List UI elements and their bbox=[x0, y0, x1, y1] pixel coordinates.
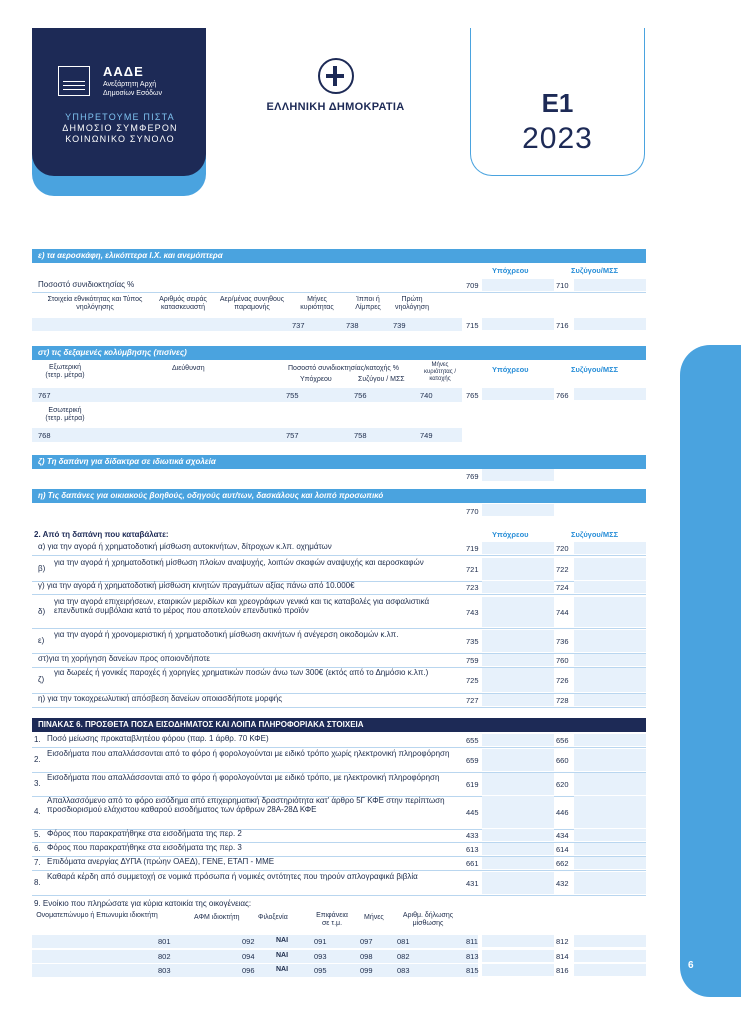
field-813[interactable] bbox=[482, 950, 554, 962]
field-716[interactable] bbox=[574, 318, 646, 330]
field-720[interactable] bbox=[574, 542, 646, 554]
field-709[interactable] bbox=[482, 279, 554, 291]
hosting-yes: ΝΑΙ bbox=[276, 952, 289, 959]
row-number: 5. bbox=[34, 830, 41, 839]
code-738: 738 bbox=[346, 321, 359, 330]
code-768: 768 bbox=[38, 431, 51, 440]
col-hp: Ίπποι ή Λίμπρες bbox=[355, 296, 381, 312]
code-655: 655 bbox=[466, 736, 479, 745]
field-744[interactable] bbox=[574, 597, 646, 627]
section-2-title: 2. Από τη δαπάνη που καταβάλατε: bbox=[34, 530, 169, 539]
pool-share-label: Ποσοστό συνιδιοκτησίας/κατοχής % bbox=[288, 365, 399, 372]
sec2-row-label: για την αγορά επιχειρήσεων, εταιρικών μεριδίων και χρεογράφων γενικά και τις καταβολές για ασφαλιστικά επενδυτικά συμβόλαια κατά το μέρος που αποτελούν επενδυτικό προϊόν bbox=[54, 597, 430, 616]
sec2-row-label: η) για την τοκοχρεωλυτική απόσβεση δανείων οποιασδήποτε μορφής bbox=[38, 694, 283, 703]
taxpayer-header: Υπόχρεου bbox=[492, 530, 529, 539]
code-724: 724 bbox=[556, 583, 569, 592]
field-659[interactable] bbox=[482, 749, 554, 771]
row-divider bbox=[32, 555, 646, 556]
col-owner-afm: ΑΦΜ ιδιοκτήτη bbox=[194, 914, 240, 921]
code-720: 720 bbox=[556, 544, 569, 553]
field-765[interactable] bbox=[482, 388, 554, 400]
sec2-row-label: για την αγορά ή χρηματοδοτική μίσθωση πλοίων αναψυχής, λοιπών σκαφών αναψυχής και αεροσκαφών bbox=[54, 558, 424, 567]
col-serial: Αριθμός σειράς κατασκευαστή bbox=[159, 296, 207, 312]
page-number: 6 bbox=[688, 960, 694, 971]
code-096: 096 bbox=[242, 966, 255, 975]
field-759[interactable] bbox=[482, 654, 554, 666]
pool-sub-spouse: Συζύγου / ΜΣΣ bbox=[358, 376, 405, 383]
side-tab bbox=[680, 345, 741, 997]
sec2-row-label: στ)για τη χορήγηση δανείων προς οποιονδήποτε bbox=[38, 654, 210, 663]
col-months: Μήνες bbox=[364, 914, 384, 921]
code-710: 710 bbox=[556, 281, 569, 290]
code-082: 082 bbox=[397, 952, 410, 961]
pool-ext-label: Εξωτερική (τετρ. μέτρα) bbox=[45, 364, 85, 380]
row-divider bbox=[32, 747, 646, 748]
code-812: 812 bbox=[556, 937, 569, 946]
row-divider bbox=[32, 594, 646, 595]
row-prefix: δ) bbox=[38, 607, 46, 616]
row-number: 2. bbox=[34, 755, 41, 764]
field-726[interactable] bbox=[574, 668, 646, 692]
field-655[interactable] bbox=[482, 734, 554, 746]
field-743[interactable] bbox=[482, 597, 554, 627]
code-728: 728 bbox=[556, 696, 569, 705]
field-722[interactable] bbox=[574, 558, 646, 580]
rent-row[interactable] bbox=[32, 964, 478, 977]
sec2-row-label: γ) για την αγορά ή χρηματοδοτική μίσθωση κινητών πραγμάτων αξίας πάνω από 10.000€ bbox=[38, 581, 355, 590]
code-737: 737 bbox=[292, 321, 305, 330]
code-614: 614 bbox=[556, 845, 569, 854]
code-660: 660 bbox=[556, 756, 569, 765]
spouse-header: Συζύγου/ΜΣΣ bbox=[571, 266, 619, 275]
code-098: 098 bbox=[360, 952, 373, 961]
code-095: 095 bbox=[314, 966, 327, 975]
slogan-line2: ΔΗΜΟΣΙΟ ΣΥΜΦΕΡΟΝ bbox=[62, 123, 178, 133]
row-prefix: β) bbox=[38, 564, 46, 573]
code-725: 725 bbox=[466, 676, 479, 685]
col-hosting: Φιλοξενία bbox=[258, 914, 288, 921]
code-715: 715 bbox=[466, 321, 479, 330]
code-726: 726 bbox=[556, 676, 569, 685]
code-811: 811 bbox=[466, 937, 478, 946]
field-620[interactable] bbox=[574, 773, 646, 795]
code-813: 813 bbox=[466, 952, 479, 961]
republic-title: ΕΛΛΗΝΙΚΗ ΔΗΜΟΚΡΑΤΙΑ bbox=[266, 101, 405, 113]
pool-months-label: Μήνες κυριότητας /κατοχής bbox=[424, 362, 456, 382]
code-619: 619 bbox=[466, 780, 479, 789]
code-659: 659 bbox=[466, 756, 479, 765]
spouse-header: Συζύγου/ΜΣΣ bbox=[571, 530, 619, 539]
form-code: Ε1 bbox=[541, 88, 574, 118]
code-722: 722 bbox=[556, 565, 569, 574]
field-432[interactable] bbox=[574, 872, 646, 894]
agency-line1: Ανεξάρτητη Αρχή bbox=[103, 81, 157, 88]
rent-label: 9. Ενοίκιο που πληρώσατε για κύρια κατοικία της οικογένειας: bbox=[34, 899, 252, 908]
aade-logo-icon bbox=[58, 66, 90, 96]
col-months: Μήνες κυριότητας bbox=[300, 296, 334, 312]
field-656[interactable] bbox=[574, 734, 646, 746]
agency-line2: Δημοσίων Εσόδων bbox=[103, 90, 163, 97]
col-nationality: Στοιχεία εθνικότητας και Τύπος νηολόγησης bbox=[47, 296, 143, 312]
code-758: 758 bbox=[354, 431, 367, 440]
taxpayer-header: Υπόχρεου bbox=[492, 266, 529, 275]
table6-title: ΠΙΝΑΚΑΣ 6. ΠΡΟΣΘΕΤΑ ΠΟΣΑ ΕΙΣΟΔΗΜΑΤΟΣ ΚΑΙ ΛΟΙΠΑ ΠΛΗΡΟΦΟΡΙΑΚΑ ΣΤΟΙΧΕΙΑ bbox=[32, 718, 646, 732]
table6-row-label: Ποσό μείωσης προκαταβλητέου φόρου (παρ. 1 άρθρ. 70 ΚΦΕ) bbox=[47, 734, 269, 743]
rent-row[interactable] bbox=[32, 935, 478, 948]
code-757: 757 bbox=[286, 431, 299, 440]
code-815: 815 bbox=[466, 966, 479, 975]
code-814: 814 bbox=[556, 952, 569, 961]
field-727[interactable] bbox=[482, 694, 554, 706]
row-number: 1. bbox=[34, 735, 41, 744]
field-724[interactable] bbox=[574, 581, 646, 593]
code-743: 743 bbox=[466, 608, 479, 617]
code-802: 802 bbox=[158, 952, 171, 961]
brand-panel bbox=[32, 28, 206, 176]
field-812[interactable] bbox=[574, 935, 646, 947]
row-prefix: ε) bbox=[38, 636, 45, 645]
code-613: 613 bbox=[466, 845, 479, 854]
sec2-row-label: α) για την αγορά ή χρηματοδοτική μίσθωση αυτοκινήτων, δίτροχων κ.λπ. οχημάτων bbox=[38, 542, 332, 551]
field-736[interactable] bbox=[574, 630, 646, 652]
code-801: 801 bbox=[158, 937, 171, 946]
code-434: 434 bbox=[556, 831, 569, 840]
code-759: 759 bbox=[466, 656, 479, 665]
field-446[interactable] bbox=[574, 796, 646, 828]
taxpayer-header: Υπόχρεου bbox=[492, 365, 529, 374]
field-769[interactable] bbox=[482, 469, 554, 481]
code-740: 740 bbox=[420, 391, 433, 400]
section-i-title: η) Τις δαπάνες για οικιακούς βοηθούς, οδηγούς αυτ/των, δασκάλους και λοιπό προσωπικό bbox=[32, 489, 646, 503]
code-803: 803 bbox=[158, 966, 171, 975]
field-660[interactable] bbox=[574, 749, 646, 771]
code-760: 760 bbox=[556, 656, 569, 665]
field-614[interactable] bbox=[574, 843, 646, 855]
agency-short: ΑΑΔΕ bbox=[103, 64, 144, 79]
field-770[interactable] bbox=[482, 504, 554, 516]
code-709: 709 bbox=[466, 281, 479, 290]
slogan-line3: ΚΟΙΝΩΝΙΚΟ ΣΥΝΟΛΟ bbox=[65, 134, 175, 144]
code-432: 432 bbox=[556, 879, 569, 888]
col-area: Επιφάνεια σε τ.μ. bbox=[316, 912, 348, 928]
pool-ext-row[interactable] bbox=[32, 388, 462, 402]
row-number: 6. bbox=[34, 844, 41, 853]
code-736: 736 bbox=[556, 637, 569, 646]
field-661[interactable] bbox=[482, 857, 554, 869]
table6-row-label: Εισοδήματα που απαλλάσσονται από το φόρο ή φορολογούνται με ειδικό τρόπο, με ηλεκτρονική πληροφόρηση bbox=[47, 773, 440, 782]
code-721: 721 bbox=[466, 565, 479, 574]
col-owner-name: Ονοματεπώνυμο ή Επωνυμία ιδιοκτήτη bbox=[36, 912, 158, 919]
code-092: 092 bbox=[242, 937, 255, 946]
ownership-label: Ποσοστό συνιδιοκτησίας % bbox=[38, 280, 135, 289]
code-093: 093 bbox=[314, 952, 327, 961]
code-716: 716 bbox=[556, 321, 569, 330]
table6-row-label: Φόρος που παρακρατήθηκε στα εισοδήματα της περ. 3 bbox=[47, 843, 242, 852]
table6-row-label: Καθαρά κέρδη από συμμετοχή σε νομικά πρόσωπα ή νομικές οντότητες που τηρούν απλογραφικά βιβλία bbox=[47, 872, 418, 881]
row-divider bbox=[32, 628, 646, 629]
field-715[interactable] bbox=[482, 318, 554, 330]
code-719: 719 bbox=[466, 544, 479, 553]
row-number: 3. bbox=[34, 779, 41, 788]
code-097: 097 bbox=[360, 937, 373, 946]
sec2-row-label: για την αγορά ή χρονομεριστική ή χρηματοδοτική μίσθωση ακινήτων ή ανέγερση οικοδομών κ.λπ. bbox=[54, 630, 399, 639]
field-766[interactable] bbox=[574, 388, 646, 400]
field-814[interactable] bbox=[574, 950, 646, 962]
field-619[interactable] bbox=[482, 773, 554, 795]
row-divider bbox=[32, 895, 646, 896]
field-816[interactable] bbox=[574, 964, 646, 976]
col-lease: Αριθμ. δήλωσης μίσθωσης bbox=[402, 912, 454, 928]
code-433: 433 bbox=[466, 831, 479, 840]
field-431[interactable] bbox=[482, 872, 554, 894]
field-735[interactable] bbox=[482, 630, 554, 652]
code-727: 727 bbox=[466, 696, 479, 705]
table6-row-label: Απαλλασσόμενο από το φόρο εισόδημα από επιχειρηματική δραστηριότητα κατ' άρθρο 5Γ ΚΦΕ στην περίπτωση προσδιορισμού ελάχιστου καθαρού εισοδήματος των άρθρων 28Α-28Δ ΚΦΕ bbox=[47, 796, 445, 815]
row-divider bbox=[32, 870, 646, 871]
code-099: 099 bbox=[360, 966, 373, 975]
row-number: 7. bbox=[34, 858, 41, 867]
col-first-reg: Πρώτη νηολόγηση bbox=[394, 296, 430, 312]
field-445[interactable] bbox=[482, 796, 554, 828]
field-662[interactable] bbox=[574, 857, 646, 869]
field-433[interactable] bbox=[482, 829, 554, 841]
code-081: 081 bbox=[397, 937, 410, 946]
field-815[interactable] bbox=[482, 964, 554, 976]
field-728[interactable] bbox=[574, 694, 646, 706]
code-755: 755 bbox=[286, 391, 299, 400]
code-770: 770 bbox=[466, 507, 479, 516]
form-year: 2023 bbox=[522, 122, 593, 155]
code-816: 816 bbox=[556, 966, 569, 975]
code-661: 661 bbox=[466, 859, 479, 868]
code-766: 766 bbox=[556, 391, 569, 400]
code-749: 749 bbox=[420, 431, 433, 440]
section-e-title: ε) τα αεροσκάφη, ελικόπτερα Ι.Χ. και ανεμόπτερα bbox=[32, 249, 646, 263]
code-656: 656 bbox=[556, 736, 569, 745]
code-446: 446 bbox=[556, 808, 569, 817]
field-760[interactable] bbox=[574, 654, 646, 666]
field-719[interactable] bbox=[482, 542, 554, 554]
table6-row-label: Εισοδήματα που απαλλάσσονται από το φόρο ή φορολογούνται με ειδικό τρόπο χωρίς ηλεκτρονική πληροφόρηση bbox=[47, 749, 450, 758]
pool-int-row[interactable] bbox=[32, 428, 462, 442]
row-prefix: ζ) bbox=[38, 675, 45, 684]
code-083: 083 bbox=[397, 966, 410, 975]
pool-sub-taxpayer: Υπόχρεου bbox=[300, 376, 332, 383]
code-756: 756 bbox=[354, 391, 367, 400]
pool-address-label: Διεύθυνση bbox=[172, 365, 205, 372]
field-710[interactable] bbox=[574, 279, 646, 291]
field-811[interactable] bbox=[482, 935, 554, 947]
row-number: 8. bbox=[34, 878, 41, 887]
hosting-yes: ΝΑΙ bbox=[276, 937, 289, 944]
section-z-title: ζ) Τη δαπάνη για δίδακτρα σε ιδιωτικά σχολεία bbox=[32, 455, 646, 469]
hosting-yes: ΝΑΙ bbox=[276, 966, 289, 973]
code-662: 662 bbox=[556, 859, 569, 868]
code-094: 094 bbox=[242, 952, 255, 961]
sec2-row-label: για δωρεές ή γονικές παροχές ή χορηγίες χρηματικών ποσών άνω των 300€ (εκτός από το Δημόσιο κ.λπ.) bbox=[54, 668, 429, 677]
row-divider bbox=[32, 707, 646, 708]
spouse-header: Συζύγου/ΜΣΣ bbox=[571, 365, 619, 374]
code-091: 091 bbox=[314, 937, 327, 946]
code-765: 765 bbox=[466, 391, 479, 400]
table6-row-label: Επιδόματα ανεργίας ΔΥΠΑ (πρώην ΟΑΕΔ), ΓΕΝΕ, ΕΤΑΠ - ΜΜΕ bbox=[47, 857, 275, 866]
code-431: 431 bbox=[466, 879, 479, 888]
code-735: 735 bbox=[466, 637, 479, 646]
slogan-line1: ΥΠΗΡΕΤΟΥΜΕ ΠΙΣΤΑ bbox=[65, 112, 175, 122]
row-number: 4. bbox=[34, 807, 41, 816]
code-739: 739 bbox=[393, 321, 406, 330]
table6-row-label: Φόρος που παρακρατήθηκε στα εισοδήματα της περ. 2 bbox=[47, 829, 242, 838]
field-434[interactable] bbox=[574, 829, 646, 841]
pool-int-label: Εσωτερική (τετρ. μέτρα) bbox=[45, 407, 85, 423]
code-744: 744 bbox=[556, 608, 569, 617]
rent-row[interactable] bbox=[32, 950, 478, 963]
col-airport: Αερ/μένας συνηθους παραμονής bbox=[219, 296, 285, 312]
code-767: 767 bbox=[38, 391, 51, 400]
code-445: 445 bbox=[466, 808, 479, 817]
code-620: 620 bbox=[556, 780, 569, 789]
field-723[interactable] bbox=[482, 581, 554, 593]
field-721[interactable] bbox=[482, 558, 554, 580]
code-723: 723 bbox=[466, 583, 479, 592]
code-769: 769 bbox=[466, 472, 479, 481]
section-st-title: στ) τις δεξαμενές κολύμβησης (πισίνες) bbox=[32, 346, 646, 360]
field-613[interactable] bbox=[482, 843, 554, 855]
field-725[interactable] bbox=[482, 668, 554, 692]
